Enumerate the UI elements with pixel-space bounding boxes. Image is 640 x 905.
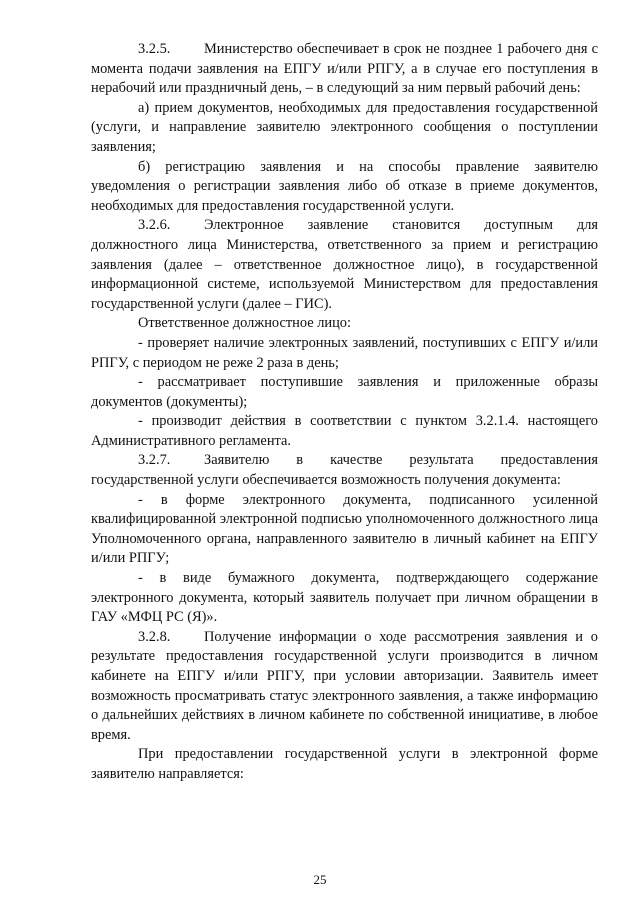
bullet-item: [91, 334, 598, 373]
section-number: 3.2.5.: [138, 41, 171, 57]
paragraph-text: - в форме электронного документа, подписанного усиленной квалифицированной электронной подписью уполномоченного должностного лица Уполномоченного органа, направленного заявителю в личный кабинет на ЕПГУ и/или РПГУ;: [91, 491, 598, 567]
paragraph-text: При предоставлении государственной услуги в электронной форме заявителю направляется:: [91, 746, 598, 782]
bullet-item: [91, 491, 598, 569]
paragraph-3-2-8: [91, 628, 598, 746]
page-number: 25: [313, 872, 327, 887]
paragraph-text: Электронное заявление становится доступным для должностного лица Министерства, ответственного за прием и регистрацию заявления (далее – ответственное должностное лицо), в государственной информационной системе, используемой Министерством для предоставления государственной услуги (далее – ГИС).: [91, 217, 598, 312]
document-body: [91, 40, 598, 785]
paragraph-text: Заявителю в качестве результата предоставления государственной услуги обеспечивается возможность получения документа:: [91, 452, 598, 489]
list-item-b: [91, 158, 598, 217]
paragraph-text: - производит действия в соответствии с пунктом 3.2.1.4. настоящего Административного регламента.: [91, 413, 598, 449]
paragraph-3-2-5: [91, 40, 598, 99]
paragraph-3-2-6: [91, 216, 598, 314]
bullet-item: [91, 373, 598, 412]
paragraph-text: Ответственное должностное лицо:: [138, 315, 351, 332]
paragraph-text: б) регистрацию заявления и на способы правление заявителю уведомления о регистрации заявления либо об отказе в приеме документов, необходимых для предоставления государственной услуги.: [91, 158, 598, 214]
responsible-official-heading: [91, 314, 598, 334]
section-number: 3.2.6.: [138, 217, 171, 234]
paragraph-3-2-7: [91, 451, 598, 490]
section-number: 3.2.7.: [138, 452, 171, 469]
paragraph-text: - в виде бумажного документа, подтверждающего содержание электронного документа, который заявитель получает при личном обращении в ГАУ «МФЦ РС (Я)».: [91, 570, 598, 626]
bullet-item: [91, 569, 598, 628]
paragraph-text: - рассматривает поступившие заявления и приложенные образы документов (документы);: [91, 374, 598, 410]
closing-paragraph: [91, 745, 598, 784]
paragraph-text: а) прием документов, необходимых для предоставления государственной (услуги, и направление заявителю электронного сообщения о поступлении заявления;: [91, 99, 598, 155]
paragraph-text: - проверяет наличие электронных заявлений, поступивших с ЕПГУ и/или РПГУ, с периодом не реже 2 раза в день;: [91, 334, 598, 371]
paragraph-text: Получение информации о ходе рассмотрения заявления и о результате предоставления государственной услуги производится в личном кабинете на ЕПГУ и/или РПГУ, при условии авторизации. Заявитель имеет возможность просматривать статус электронного заявления, а также информацию о дальнейших действиях в личном кабинете по собственной инициативе, в любое время.: [91, 628, 598, 743]
paragraph-text: Министерство обеспечивает в срок не позднее 1 рабочего дня с момента подачи заявления на ЕПГУ и/или РПГУ, а в случае его поступления в нерабочий или праздничный день, – в следующий за ним первый рабочий день:: [91, 41, 598, 97]
section-number: 3.2.8.: [138, 628, 171, 645]
list-item-a: [91, 99, 598, 158]
bullet-item: [91, 412, 598, 451]
